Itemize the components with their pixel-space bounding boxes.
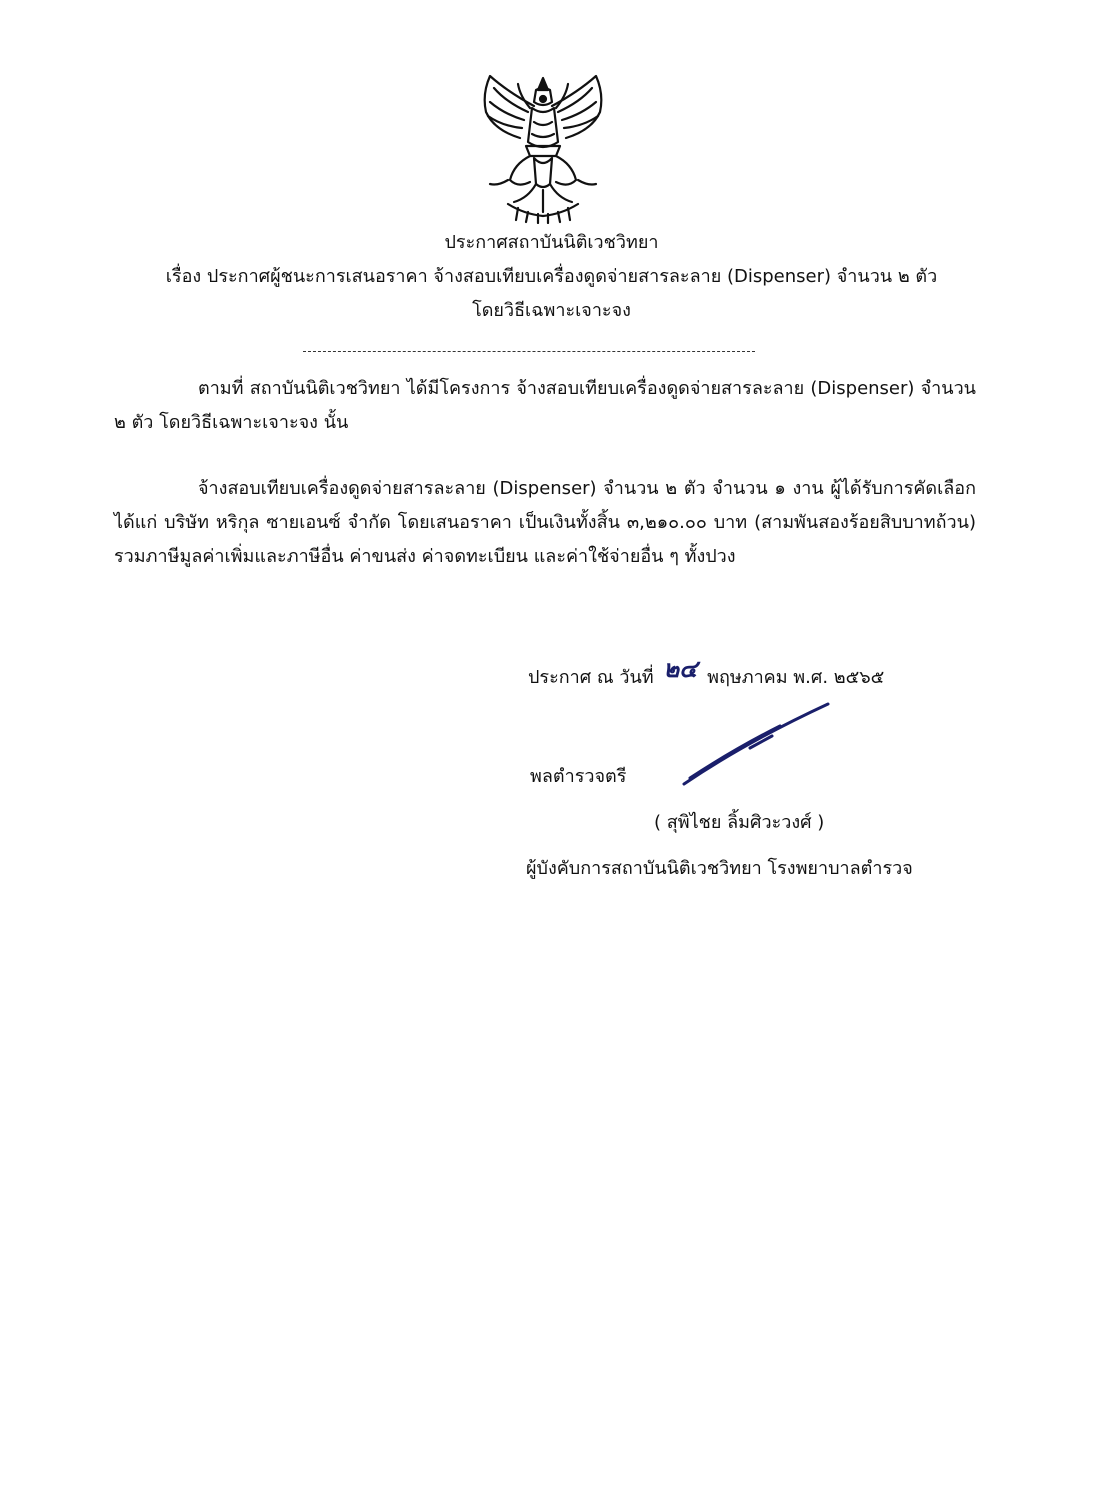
handwritten-signature-icon	[676, 692, 836, 792]
body-paragraph-1	[114, 372, 976, 440]
garuda-emblem-icon	[468, 72, 618, 224]
document-method: โดยวิธีเฉพาะเจาะจง	[472, 300, 631, 321]
announcement-date	[528, 654, 885, 695]
paragraph-2-text: จ้างสอบเทียบเครื่องดูดจ่ายสารละลาย (Dispenser) จำนวน ๒ ตัว จำนวน ๑ งาน ผู้ได้รับการคัดเลือก ได้แก่ บริษัท หริกุล ซายเอนซ์ จำกัด โดยเสนอราคา เป็นเงินทั้งสิ้น ๓,๒๑๐.๐๐ บาท (สามพันสองร้อยสิบบาทถ้วน) รวมภาษีมูลค่าเพิ่มและภาษีอื่น ค่าขนส่ง ค่าจดทะเบียน และค่าใช้จ่ายอื่น ๆ ทั้งปวง	[114, 478, 976, 567]
signer-title: ผู้บังคับการสถาบันนิติเวชวิทยา โรงพยาบาลตำรวจ	[526, 858, 913, 879]
body-paragraph-2	[114, 472, 976, 574]
document-title: ประกาศสถาบันนิติเวชวิทยา	[444, 232, 659, 253]
dashed-divider	[303, 351, 755, 352]
handwritten-day: ๒๔	[663, 654, 698, 683]
document-header	[0, 226, 1103, 328]
date-prefix: ประกาศ ณ วันที่	[528, 667, 654, 688]
date-month-year: พฤษภาคม พ.ศ. ๒๕๖๕	[707, 667, 885, 688]
signer-name: ( สุพิไชย ลิ้มศิวะวงศ์ )	[654, 812, 825, 833]
signer-rank: พลตำรวจตรี	[530, 766, 627, 787]
document-subject: เรื่อง ประกาศผู้ชนะการเสนอราคา จ้างสอบเทียบเครื่องดูดจ่ายสารละลาย (Dispenser) จำนวน ๒ ตัว	[165, 266, 938, 287]
paragraph-1-text: ตามที่ สถาบันนิติเวชวิทยา ได้มีโครงการ จ้างสอบเทียบเครื่องดูดจ่ายสารละลาย (Dispenser) จำนวน ๒ ตัว โดยวิธีเฉพาะเจาะจง นั้น	[114, 378, 976, 433]
